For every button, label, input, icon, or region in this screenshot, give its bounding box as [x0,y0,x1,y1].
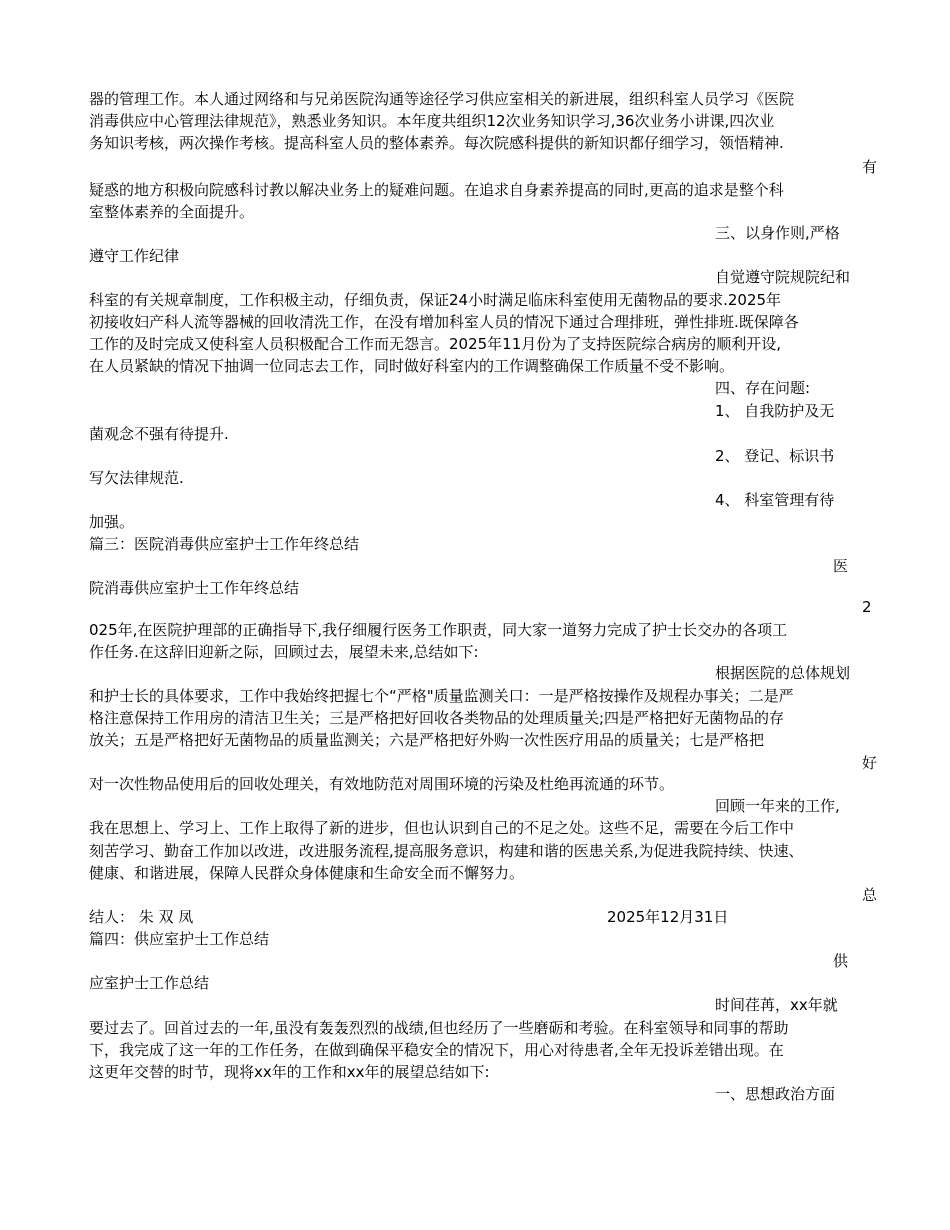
text-line: 初接收妇产科人流等器械的回收清洗工作，在没有增加科室人员的情况下通过合理排班，弹性排班.既保障各 [89,313,799,331]
text-line: 健康、和谐进展，保障人民群众身体健康和生命安全而不懈努力。 [89,864,525,882]
text-line: 这更年交替的时节，现将xx年的工作和xx年的展望总结如下: [89,1063,490,1081]
text-line: 和护士长的具体要求，工作中我始终把握七个“严格"质量监测关口：一是严格按操作及规程办事关；二是严 [89,687,794,705]
section-heading: 遵守工作纪律 [89,247,180,265]
list-item: 1、 自我防护及无 [715,402,835,420]
signature-name: 结人： 朱 双 凤 [89,908,194,926]
chapter-title: 院消毒供应室护士工作年终总结 [89,579,300,597]
text-line: 我在思想上、学习上、工作上取得了新的进步，但也认识到自己的不足之处。这些不足，需要在今后工作中 [89,819,795,837]
text-line: 作任务.在这辞旧迎新之际，回顾过去，展望未来,总结如下: [89,643,479,661]
text-line: 回顾一年来的工作, [715,797,840,815]
chapter-title: 医 [833,557,849,575]
text-line: 2 [862,598,872,616]
text-line: 时间荏苒，xx年就 [715,996,838,1014]
section-heading: 四、存在问题: [715,379,811,397]
section-heading: 三、以身作则,严格 [715,224,840,242]
list-item: 2、 登记、标识书 [715,447,835,465]
text-line: 对一次性物品使用后的回收处理关，有效地防范对周围环境的污染及杜绝再流通的环节。 [89,775,675,793]
text-line: 务知识考核，两次操作考核。提高科室人员的整体素养。每次院感科提供的新知识都仔细学习，领悟精神. [89,134,784,152]
text-line: 消毒供应中心管理法律规范》，熟悉业务知识。本年度共组织12次业务知识学习,36次业务小讲课,四次业 [89,112,775,130]
text-line: 在人员紧缺的情况下抽调一位同志去工作，同时做好科室内的工作调整确保工作质量不受不影响。 [89,357,735,375]
text-line: 有 [862,158,878,176]
list-item: 4、 科室管理有待 [715,491,835,509]
signature-date: 2025年12月31日 [607,908,729,926]
text-line: 025年,在医院护理部的正确指导下,我仔细履行医务工作职责，同大家一道努力完成了护士长交办的各项工 [89,621,788,639]
text-line: 刻苦学习、勤奋工作加以改进，改进服务流程,提高服务意识，构建和谐的医患关系,为促进我院持续、快速、 [89,842,804,860]
text-line: 根据医院的总体规划 [715,664,851,682]
list-item: 菌观念不强有待提升. [89,425,229,443]
chapter-title: 篇三：医院消毒供应室护士工作年终总结 [89,535,360,553]
text-line: 总 [862,886,878,904]
text-line: 放关；五是严格把好无菌物品的质量监测关；六是严格把好外购一次性医疗用品的质量关；七是严格把 [89,731,765,749]
chapter-title: 供 [833,952,849,970]
chapter-title: 应室护士工作总结 [89,974,210,992]
text-line: 器的管理工作。本人通过网络和与兄弟医院沟通等途径学习供应室相关的新进展，组织科室人员学习《医院 [89,90,795,108]
text-line: 疑惑的地方积极向院感科讨教以解决业务上的疑难问题。在追求自身素养提高的同时,更高的追求是整个科 [89,181,784,199]
text-line: 好 [862,754,878,772]
list-item: 写欠法律规范. [89,469,184,487]
text-line: 下，我完成了这一年的工作任务，在做到确保平稳安全的情况下，用心对待患者,全年无投诉差错出现。在 [89,1041,784,1059]
list-item: 加强。 [89,513,135,531]
chapter-title: 篇四：供应室护士工作总结 [89,930,270,948]
text-line: 自觉遵守院规院纪和 [715,268,851,286]
text-line: 科室的有关规章制度，工作积极主动，仔细负责，保证24小时满足临床科室使用无菌物品的要求.2025年 [89,291,782,309]
text-line: 格注意保持工作用房的清洁卫生关；三是严格把好回收各类物品的处理质量关;四是严格把好无菌物品的存 [89,709,785,727]
text-line: 室整体素养的全面提升。 [89,203,255,221]
text-line: 要过去了。回首过去的一年,虽没有轰轰烈烈的战绩,但也经历了一些磨砺和考验。在科室领导和同事的帮助 [89,1019,789,1037]
text-line: 工作的及时完成又使科室人员积极配合工作而无怨言。2025年11月份为了支持医院综合病房的顺利开设, [89,335,782,353]
section-heading: 一、思想政治方面 [715,1085,836,1103]
